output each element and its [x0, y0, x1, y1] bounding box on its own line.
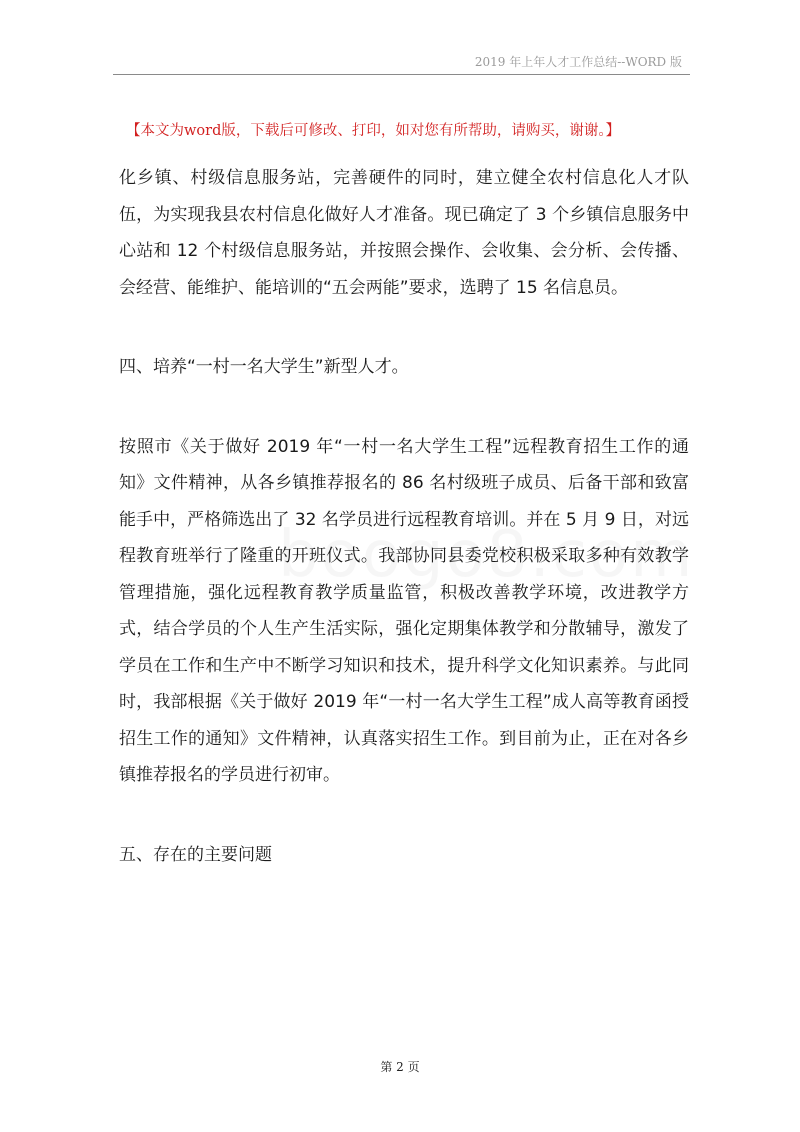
section-heading-four: 四、培养“一村一名大学生”新型人才。: [119, 357, 409, 377]
purchase-notice: 【本文为word版，下载后可修改、打印，如对您有所帮助，请购买，谢谢。】: [126, 123, 621, 139]
header-title: 2019 年上年人才工作总结--WORD 版: [474, 55, 682, 69]
section-heading-five: 五、存在的主要问题: [119, 844, 272, 865]
document-body: [119, 160, 689, 873]
paragraph-remote-education: 按照市《关于做好 2019 年“一村一名大学生工程”远程教育招生工作的通知》文件精神，从各乡镇推荐报名的 86 名村级班子成员、后备干部和致富能手中，严格筛选出了 32 名学员进行远程教育培训。并在 5 月 9 日，对远程教育班举行了隆重的开班仪式。我部协同县委党校积极采取多种有效教学管理措施，强化远程教育教学质量监管，积极改善教学环境，改进教学方式，结合学员的个人生产生活实际，强化定期集体教学和分散辅导，激发了学员在工作和生产中不断学习知识和技术，提升科学文化知识素养。与此同时，我部根据《关于做好 2019 年“一村一名大学生工程”成人高等教育函授招生工作的通知》文件精神，认真落实招生工作。到目前为止，正在对各乡镇推荐报名的学员进行初审。: [119, 436, 689, 785]
page-number: 第 2 页: [380, 1060, 420, 1074]
header-rule: [113, 74, 690, 75]
paragraph-info-stations: 化乡镇、村级信息服务站，完善硬件的同时，建立健全农村信息化人才队伍，为实现我县农村信息化做好人才准备。现已确定了 3 个乡镇信息服务中心站和 12 个村级信息服务站，并按照会操作、会收集、会分析、会传播、会经营、能维护、能培训的“五会两能”要求，选聘了 15 名信息员。: [119, 168, 689, 298]
